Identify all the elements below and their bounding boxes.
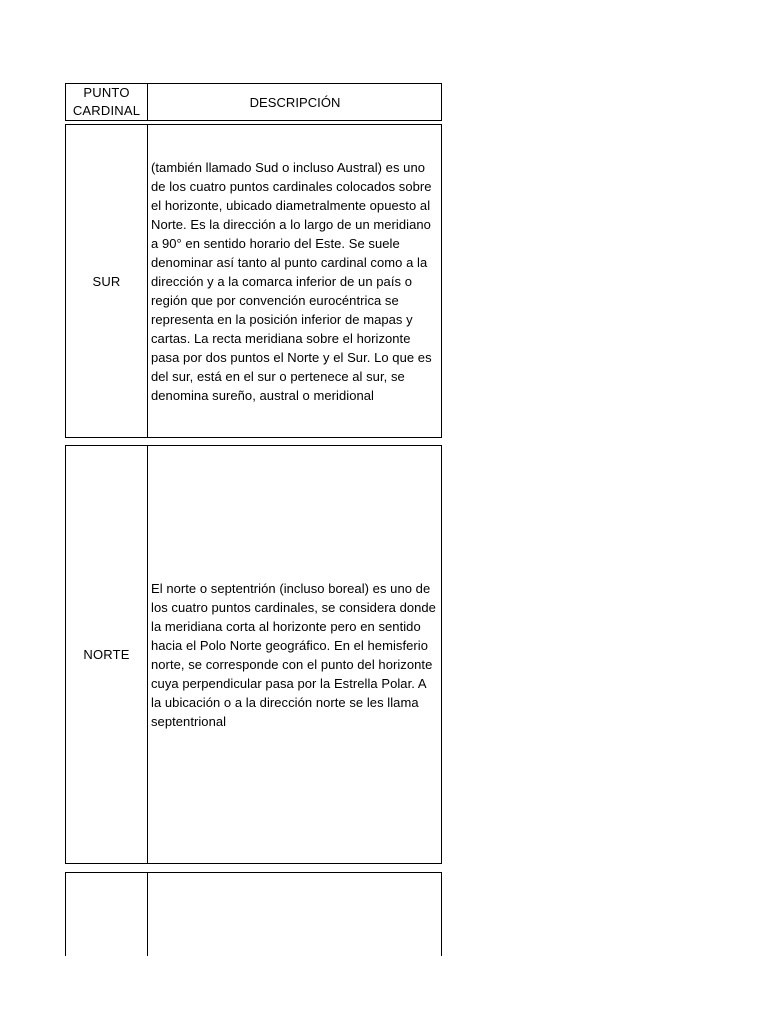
header-col1-line1: PUNTO (83, 85, 130, 100)
row-label: SUR (66, 125, 148, 437)
row-description: El norte o septentrión (incluso boreal) es uno de los cuatro puntos cardinales, se considera donde la meridiana corta al horizonte pero en sentido hacia el Polo Norte geográfico. En el hemisferio norte, se corresponde con el punto del horizonte cuya perpendicular pasa por la Estrella Polar. A la ubicación o a la dirección norte se les llama septentrional (151, 580, 436, 729)
row-label (66, 873, 148, 956)
row-description: (también llamado Sud o incluso Austral) es uno de los cuatro puntos cardinales colocados sobre el horizonte, ubicado diametralmente opuesto al Norte. Es la dirección a lo largo de un meridiano a 90° en sentido horario del Este. Se suele denominar así tanto al punto cardinal como a la dirección y a la comarca inferior de un país o región que por convención eurocéntrica se representa en la posición inferior de mapas y cartas. La recta meridiana sobre el horizonte pasa por dos puntos el Norte y el Sur. Lo que es del sur, está en el sur o pertenece al sur, se denomina sureño, austral o meridional (151, 159, 432, 403)
row-label: NORTE (66, 446, 148, 863)
table-row-partial (65, 872, 442, 956)
header-col1-line2: CARDINAL (72, 103, 141, 118)
table-header (65, 83, 442, 121)
row-description (148, 873, 441, 956)
table-row-norte (65, 445, 442, 864)
table-row-sur (65, 124, 442, 438)
header-descripcion: DESCRIPCIÓN (249, 94, 341, 110)
header-punto-cardinal (66, 84, 148, 120)
